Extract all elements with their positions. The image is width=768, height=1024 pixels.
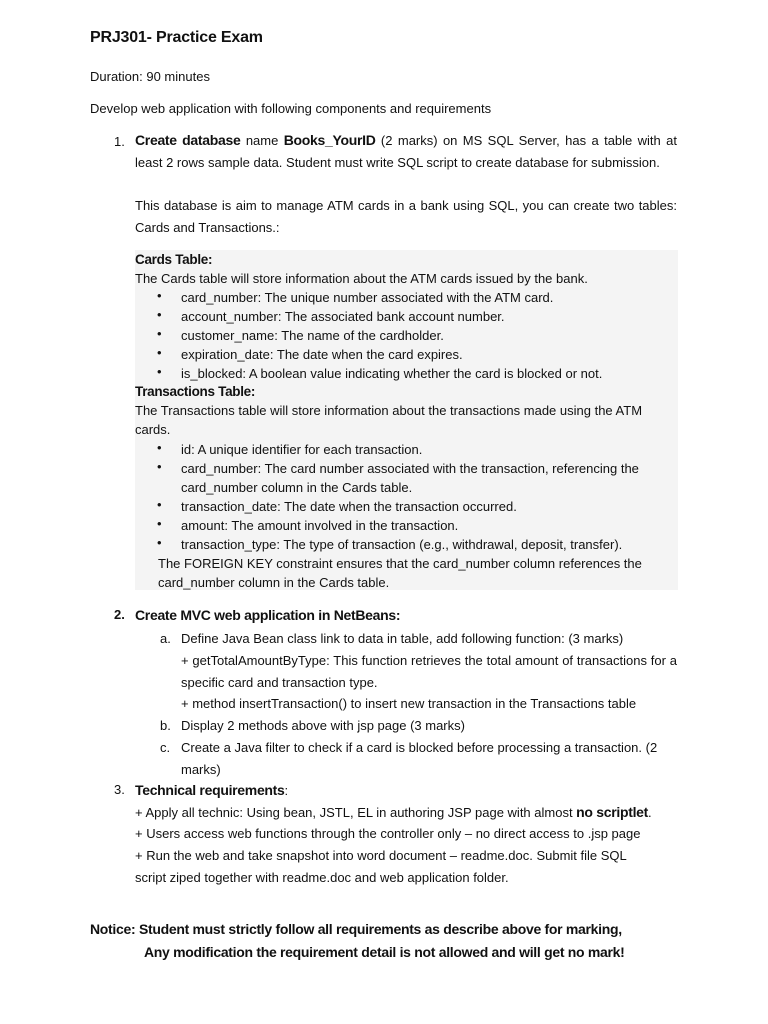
item3-heading-line [135,780,288,802]
item2-a-func2: + method insertTransaction() to insert new transaction in the Transactions table [181,696,637,711]
item2-number: 2. [114,607,125,622]
bullet-icon: • [157,345,162,360]
item2-b-label: b. [160,718,171,733]
bullet-icon: • [157,288,162,303]
bullet-icon: • [157,326,162,341]
bullet-icon: • [157,364,162,379]
item3-number: 3. [114,782,125,797]
notice-line2: Any modification the requirement detail is not allowed and will get no mark! [144,944,625,960]
item1-number: 1. [114,134,125,149]
cards-item: card_number: The unique number associated with the ATM card. [181,290,554,305]
item1-paragraph [135,130,677,173]
transactions-item: amount: The amount involved in the transaction. [181,518,459,533]
doc-title: PRJ301- Practice Exam [90,29,263,46]
bullet-icon: • [157,307,162,322]
cards-item: account_number: The associated bank account number. [181,309,505,324]
item1-para2: This database is aim to manage ATM cards in a bank using SQL, you can create two tables: Cards and Transactions.: [135,198,677,235]
cards-item: is_blocked: A boolean value indicating whether the card is blocked or not. [181,366,603,381]
notice-line1: Notice: Student must strictly follow all requirements as describe above for marking, [90,921,622,937]
item3-colon: : [284,783,289,798]
bullet-icon: • [157,516,162,531]
db-name: Books_YourID [283,132,376,148]
cards-desc: The Cards table will store information about the ATM cards issued by the bank. [135,271,588,286]
item3-line1-bold: no scriptlet [576,804,649,820]
bullet-icon: • [157,535,162,550]
item3-line2: + Users access web functions through the controller only – no direct access to .jsp page [135,826,641,841]
item3-line1 [135,802,680,824]
item2-c-label: c. [160,740,171,755]
item2-a-func1: + getTotalAmountByType: This function retrieves the total amount of transactions for a specific card and transaction type. [181,653,677,690]
fk-note: The FOREIGN KEY constraint ensures that the card_number column references the card_number column in the Cards table. [158,556,642,590]
item3-line3: + Run the web and take snapshot into word document – readme.doc. Submit file SQL script ziped together with readme.doc and web application folder. [135,848,627,885]
item1-lead-text: name [240,133,284,148]
item2-a-label: a. [160,631,171,646]
item1-lead: Create database [135,132,241,148]
item3-line1-pre: + Apply all technic: Using bean, JSTL, EL in authoring JSP page with almost [135,805,577,820]
cards-item: expiration_date: The date when the card expires. [181,347,463,362]
cards-heading: Cards Table: [135,252,213,267]
item2-heading: Create MVC web application in NetBeans: [135,607,401,623]
duration: Duration: 90 minutes [90,69,210,84]
intro: Develop web application with following components and requirements [90,101,492,116]
transactions-item: id: A unique identifier for each transaction. [181,442,423,457]
transactions-item: transaction_date: The date when the transaction occurred. [181,499,517,514]
transactions-desc: The Transactions table will store information about the transactions made using the ATM cards. [135,403,643,437]
transactions-item: transaction_type: The type of transaction (e.g., withdrawal, deposit, transfer). [181,537,623,552]
cards-item: customer_name: The name of the cardholder. [181,328,444,343]
transactions-item: card_number: The card number associated with the transaction, referencing the card_number column in the Cards table. [181,461,639,495]
bullet-icon: • [157,497,162,512]
bullet-icon: • [157,459,162,474]
item3-heading: Technical requirements [135,782,285,798]
item1-rest: (2 marks) on MS SQL Server, has a table with at least 2 rows sample data. Student must write SQL script to create database for submission. [135,133,677,170]
item3-line1-post: . [648,805,652,820]
item2-b-text: Display 2 methods above with jsp page (3 marks) [181,718,465,733]
item2-a-text: Define Java Bean class link to data in table, add following function: (3 marks) [181,631,624,646]
item2-c-text: Create a Java filter to check if a card is blocked before processing a transaction. (2 marks) [181,740,658,777]
transactions-heading: Transactions Table: [135,384,256,399]
bullet-icon: • [157,440,162,455]
